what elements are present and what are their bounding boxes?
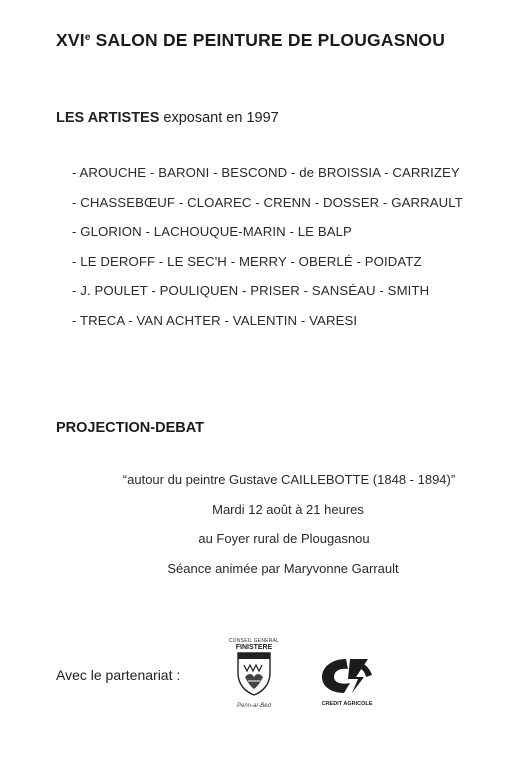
finistere-logo-name: FINISTERE [235,644,273,651]
poster-title [56,30,445,51]
projection-date: Mardi 12 août à 21 heures [212,501,364,517]
finistere-logo [226,638,282,718]
finistere-shield-icon [226,651,282,697]
artist-line: - TRECA - VAN ACHTER - VALENTIN - VARESI [72,312,358,328]
artist-line: - GLORION - LACHOUQUE-MARIN - LE BALP [72,224,352,240]
title-numeral: XVI [56,30,85,50]
finistere-logo-top: CONSEIL GENERAL [228,638,280,644]
artist-line: - AROUCHE - BARONI - BESCOND - de BROISSIA - CARRIZEY [72,165,460,180]
artist-line: - LE DEROFF - LE SEC'H - MERRY - OBERLÉ - POIDATZ [72,253,422,269]
projection-venue: au Foyer rural de Plougasnou [198,531,370,546]
projection-details [0,470,518,588]
artist-list [72,163,463,341]
partnership-label: Avec le partenariat : [56,667,181,683]
artists-heading [56,110,279,126]
credit-agricole-name: CREDIT AGRICOLE [321,701,373,707]
artist-line: - J. POULET - POULIQUEN - PRISER - SANSÉAU - SMITH [72,283,430,299]
title-rest: SALON DE PEINTURE DE PLOUGASNOU [90,30,446,50]
artist-line: - CHASSEBŒUF - CLOAREC - CRENN - DOSSER - GARRAULT [72,194,463,210]
finistere-logo-sub: Penn-ar-Bed [237,703,271,709]
projection-host: Séance animée par Maryvonne Garrault [167,560,399,576]
title-superscript: e [84,32,91,43]
credit-agricole-icon [316,655,378,695]
artists-heading-rest: exposant en 1997 [159,110,279,126]
credit-agricole-logo [316,655,378,705]
projection-subject: “autour du peintre Gustave CAILLEBOTTE (1848 - 1894)” [122,472,456,487]
projection-heading: PROJECTION-DEBAT [56,420,204,436]
artists-heading-bold: LES ARTISTES [56,110,160,126]
